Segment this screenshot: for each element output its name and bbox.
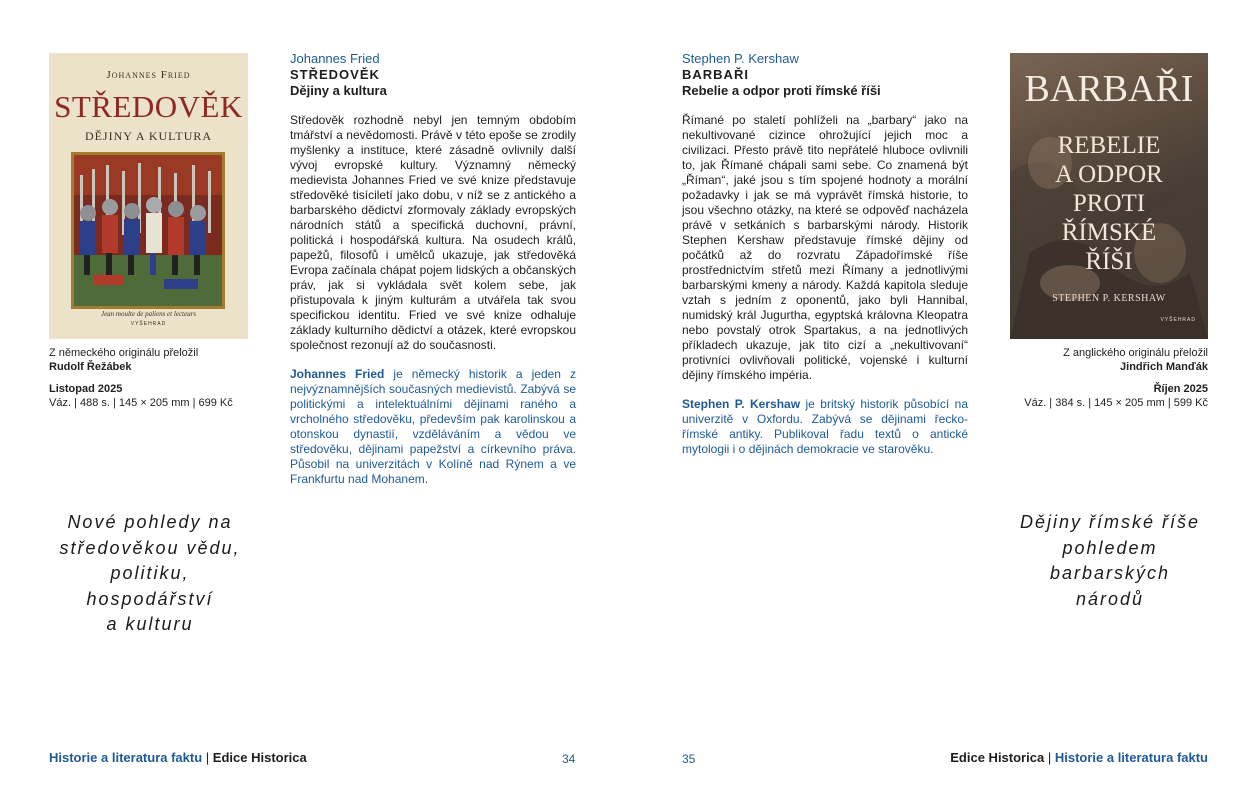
- quote-line: pohledem: [1062, 537, 1158, 558]
- release-date: Říjen 2025: [1153, 383, 1208, 395]
- quote-line: Nové pohledy na: [67, 512, 233, 532]
- pull-quote-left: [40, 510, 260, 638]
- entry-subtitle: Dějiny a kultura: [290, 83, 387, 98]
- cover-author: Johannes Fried: [106, 69, 191, 81]
- cover-title: STŘEDOVĚK: [54, 89, 243, 124]
- page-number-left: 34: [562, 752, 576, 766]
- entry-author: Stephen P. Kershaw: [682, 51, 799, 66]
- bio-author-name: Stephen P. Kershaw: [682, 397, 801, 411]
- cover-subtitle-line: ŘÍMSKÉ: [1061, 219, 1157, 246]
- quote-line: a kulturu: [106, 614, 194, 634]
- entry-title: BARBAŘI: [682, 67, 749, 82]
- bio-text: je britský historik působící na univerzitě v Oxfordu. Zabývá se dějinami řecko-římské antiky. Publikoval řadu textů o antické mytologii i o dějinách demokracie ve starověku.: [682, 397, 968, 456]
- cover-subtitle-line: REBELIE: [1057, 132, 1161, 159]
- footer-separator: |: [205, 750, 210, 765]
- translator-name: Jindřich Manďák: [1120, 361, 1208, 373]
- cover-publisher: VYŠEHRAD: [1160, 317, 1196, 323]
- book-specs: Váz. | 384 s. | 145 × 205 mm | 599 Kč: [1024, 397, 1208, 409]
- footer-series-name: Edice Historica: [950, 750, 1045, 765]
- cover-publisher: VYŠEHRAD: [130, 321, 167, 327]
- entry-title: STŘEDOVĚK: [290, 67, 380, 82]
- book-specs: Váz. | 488 s. | 145 × 205 mm | 699 Kč: [49, 397, 233, 409]
- release-date: Listopad 2025: [49, 383, 123, 395]
- quote-line: politiku,: [110, 563, 190, 583]
- cover-barbari: [1010, 53, 1208, 339]
- translation-label: Z německého originálu přeložil: [49, 347, 199, 359]
- entry-author: Johannes Fried: [290, 51, 380, 66]
- entry-subtitle: Rebelie a odpor proti římské říši: [682, 83, 881, 98]
- book-entry-barbari: [682, 51, 968, 457]
- book-meta-left: [49, 346, 249, 410]
- quote-line: středověkou vědu,: [59, 537, 241, 558]
- author-bio: [682, 397, 968, 457]
- cover-caption: Jean moulte de paliens et lecteurs: [100, 310, 197, 318]
- cover-subtitle: DĚJINY A KULTURA: [84, 129, 213, 143]
- author-bio: [290, 367, 576, 487]
- footer-series-link: Historie a literatura faktu: [1054, 750, 1208, 765]
- entry-description: Středověk rozhodně nebyl jen temným obdobím tmářství a nevědomosti. Právě v této epoše se zrodily myšlenky a instituce, které zásadně ovlivnily další vývoj evropské kultury. Významný německý medievista Johannes Fried ve své knize představuje středověké tisíciletí jako dobu, v níž se z antického a barbarského dědictví zformovaly základy evropských národních států a specifická duchovní, právní, politická i hospodářská kultura. Na osudech králů, papežů, filosofů i umělců ukazuje, jak středověká Evropa začínala chápat pojem lidských a občanských práv, jak si vykládala svět kolem sebe, jak přistupovala k jiným kulturám a utvářela tak svou specifickou identitu. Fried ve své knize odhaluje základy kulturního dědictví a otázek, které evropskou společnost rezonují až do současnosti.: [290, 113, 576, 352]
- footer-right: [950, 750, 1208, 766]
- quote-line: barbarských: [1049, 563, 1171, 583]
- footer-series-name: Edice Historica: [212, 750, 307, 765]
- cover-miniature-illustration: [71, 152, 225, 309]
- cover-subtitle: [1010, 131, 1208, 276]
- quote-line: Dějiny římské říše: [1019, 512, 1201, 532]
- cover-author: STEPHEN P. KERSHAW: [1052, 293, 1166, 304]
- battle-scene-illustration: [74, 155, 222, 306]
- cover-title: BARBAŘI: [1024, 68, 1194, 110]
- entry-description: Římané po staletí pohlíželi na „barbary“ jako na nekultivované cizince ohrožující jejich moc a civilizaci. Přesto právě tito nepřátelé hluboce ovlivnili to, jak Římané chápali sami sebe. Co znamená být „Říman“, jaké jsou s tím spojené hodnoty a morální požadavky i jak se má vyprávět římská historie, to jsou všechno otázky, na které se odpověď nacházela právě v setkáních s barbarskými národy. Historik Stephen Kershaw představuje římské dějiny od počátků až do rozvratu Západořímské říše prostřednictvím střetů mezi Římany a jednotlivými barbarskými kmeny a národy. Každá kapitola sleduje vztah s jedním z oponentů, jako byli Hannibal, numidský král Jugurtha, egyptská královna Kleopatra nebo povstalý otrok Spartakus, a na jednotlivých příkladech ukazuje, jak tito cizí a „nekultivovaní“ protivníci ovlivňovali politické, vojenské i kulturní dějiny římského impéria.: [682, 113, 968, 382]
- footer-left: [49, 750, 307, 766]
- cover-stredovek: [49, 53, 248, 339]
- bio-author-name: Johannes Fried: [290, 367, 385, 381]
- quote-line: hospodářství: [86, 588, 214, 609]
- bio-text: je německý historik a jeden z nejvýznamnějších současných medievistů. Zabývá se politickými a intelektuálními dějinami raného a vrcholného středověku, především pak karolinskou a otonskou dynastií, vzděláváním a vědou ve středověku, dějinami papežství a církevního práva. Působil na univerzitách v Kolíně nad Rýnem a ve Frankfurtu nad Mohanem.: [290, 367, 577, 486]
- book-meta-right: [1008, 346, 1208, 410]
- quote-line: národů: [1075, 588, 1145, 609]
- cover-subtitle-line: A ODPOR: [1055, 161, 1163, 188]
- footer-separator: |: [1047, 750, 1052, 765]
- pull-quote-right: [1000, 510, 1220, 612]
- footer-series-link: Historie a literatura faktu: [49, 750, 203, 765]
- page-number-right: 35: [682, 752, 696, 766]
- translator-name: Rudolf Řežábek: [49, 361, 132, 373]
- cover-subtitle-line: PROTI: [1072, 190, 1146, 217]
- cover-subtitle-line: ŘÍŠI: [1085, 248, 1133, 275]
- book-entry-stredovek: [290, 51, 576, 487]
- translation-label: Z anglického originálu přeložil: [1063, 347, 1208, 359]
